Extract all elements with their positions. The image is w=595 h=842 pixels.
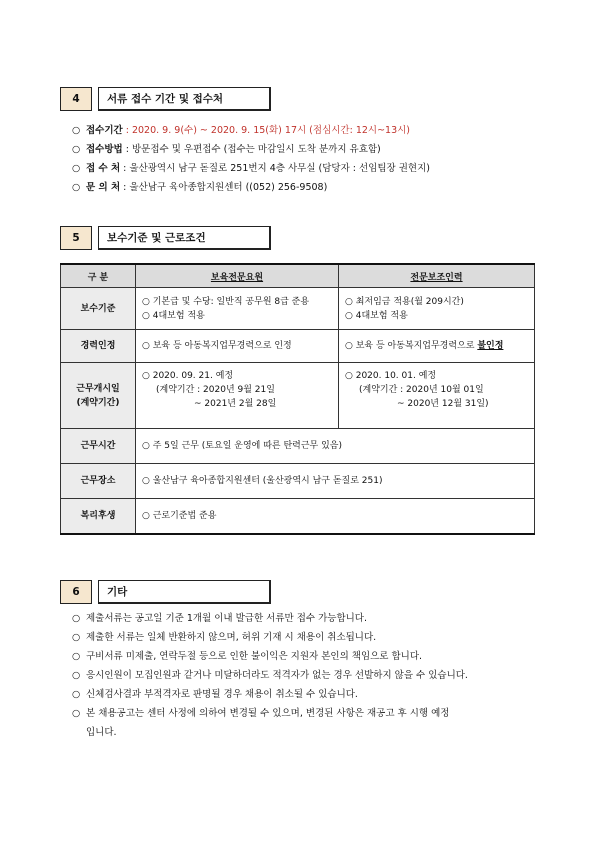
table-row	[61, 464, 535, 499]
table-row	[61, 288, 535, 330]
circle-bullet-icon: ○	[72, 632, 81, 643]
table-row	[61, 363, 535, 429]
item-label: 접 수 처	[86, 163, 121, 174]
column-header: 전문보조인력	[339, 264, 535, 288]
section-title: 서류 접수 기간 및 접수처	[98, 87, 271, 111]
list-item: ○ 신체검사결과 부적격자로 판명될 경우 채용이 취소될 수 있습니다.	[72, 685, 545, 704]
circle-bullet-icon: ○	[72, 651, 81, 662]
circle-bullet-icon: ○	[72, 613, 81, 624]
row-header: 경력인정	[61, 330, 136, 363]
item-value: 울산남구 육아종합지원센터 ((052) 256-9508)	[129, 182, 328, 193]
item-value: 2020. 9. 9(수) ~ 2020. 9. 15(화) 17시 (점심시간: 12시~13시)	[131, 125, 411, 136]
section-number: 6	[60, 580, 92, 604]
list-item: ○ 문 의 처 : 울산남구 육아종합지원센터 ((052) 256-9508)	[72, 178, 545, 197]
table-row	[61, 330, 535, 363]
item-label: 접수방법	[86, 144, 123, 155]
table-cell: ○ 울산남구 육아종합지원센터 (울산광역시 남구 돋질로 251)	[136, 464, 535, 499]
circle-bullet-icon: ○	[72, 708, 81, 719]
table-cell: ○ 2020. 10. 01. 예정 (계약기간 : 2020년 10월 01일 ~ 2020년 12월 31일)	[339, 363, 535, 429]
section-title: 보수기준 및 근로조건	[98, 226, 271, 250]
table-cell: ○ 기본급 및 수당: 일반직 공무원 8급 준용 ○ 4대보험 적용	[136, 288, 339, 330]
list-item: ○ 접수방법 : 방문접수 및 우편접수 (접수는 마감일시 도착 분까지 유효함)	[72, 140, 545, 159]
section-number: 4	[60, 87, 92, 111]
circle-bullet-icon: ○	[72, 182, 81, 193]
list-item: ○ 제출한 서류는 일체 반환하지 않으며, 허위 기재 시 채용이 취소됩니다.	[72, 628, 545, 647]
list-item: ○ 접수기간 : 2020. 9. 9(수) ~ 2020. 9. 15(화) 17시 (점심시간: 12시~13시)	[72, 121, 545, 140]
section-5-header	[60, 226, 271, 250]
list-item: ○ 본 채용공고는 센터 사정에 의하여 변경될 수 있으며, 변경된 사항은 재공고 후 시행 예정	[72, 704, 545, 723]
section-title: 기타	[98, 580, 271, 604]
list-item-continuation: 입니다.	[86, 727, 117, 738]
circle-bullet-icon: ○	[72, 689, 81, 700]
list-item: ○ 구비서류 미제출, 연락두절 등으로 인한 불이익은 지원자 본인의 책임으로 합니다.	[72, 647, 545, 666]
section-6-list	[72, 609, 545, 742]
section-number: 5	[60, 226, 92, 250]
column-header: 보육전문요원	[136, 264, 339, 288]
table-header-row	[61, 264, 535, 288]
row-header: 근무장소	[61, 464, 136, 499]
table-row	[61, 429, 535, 464]
conditions-table	[60, 263, 535, 535]
table-cell: ○ 보육 등 아동복지업무경력으로 인정	[136, 330, 339, 363]
list-item: ○ 제출서류는 공고일 기준 1개월 이내 발급한 서류만 접수 가능합니다.	[72, 609, 545, 628]
section-4-header	[60, 87, 271, 111]
row-header: 복리후생	[61, 499, 136, 534]
item-label: 접수기간	[86, 125, 123, 136]
column-header: 구 분	[61, 264, 136, 288]
item-value: 울산광역시 남구 돋질로 251번지 4층 사무실 (담당자 : 선임팀장 권현지)	[129, 163, 430, 174]
table-cell: ○ 주 5일 근무 (토요일 운영에 따른 탄력근무 있음)	[136, 429, 535, 464]
item-label: 문 의 처	[86, 182, 121, 193]
table-cell: ○ 보육 등 아동복지업무경력으로 불인정	[339, 330, 535, 363]
table-cell: ○ 최저임금 적용(월 209시간) ○ 4대보험 적용	[339, 288, 535, 330]
item-value: 방문접수 및 우편접수 (접수는 마감일시 도착 분까지 유효함)	[131, 144, 381, 155]
table-row	[61, 499, 535, 534]
table-cell: ○ 근로기준법 준용	[136, 499, 535, 534]
list-item: ○ 응시인원이 모집인원과 같거나 미달하더라도 적격자가 없는 경우 선발하지 않을 수 있습니다.	[72, 666, 545, 685]
circle-bullet-icon: ○	[72, 125, 81, 136]
circle-bullet-icon: ○	[72, 144, 81, 155]
circle-bullet-icon: ○	[72, 163, 81, 174]
row-header: 근무시간	[61, 429, 136, 464]
section-4-list	[72, 121, 545, 197]
section-6-header	[60, 580, 271, 604]
row-header: 보수기준	[61, 288, 136, 330]
table-cell: ○ 2020. 09. 21. 예정 (계약기간 : 2020년 9월 21일 ~ 2021년 2월 28일	[136, 363, 339, 429]
row-header: 근무개시일 (계약기간)	[61, 363, 136, 429]
circle-bullet-icon: ○	[72, 670, 81, 681]
list-item: ○ 접 수 처 : 울산광역시 남구 돋질로 251번지 4층 사무실 (담당자 : 선임팀장 권현지)	[72, 159, 545, 178]
